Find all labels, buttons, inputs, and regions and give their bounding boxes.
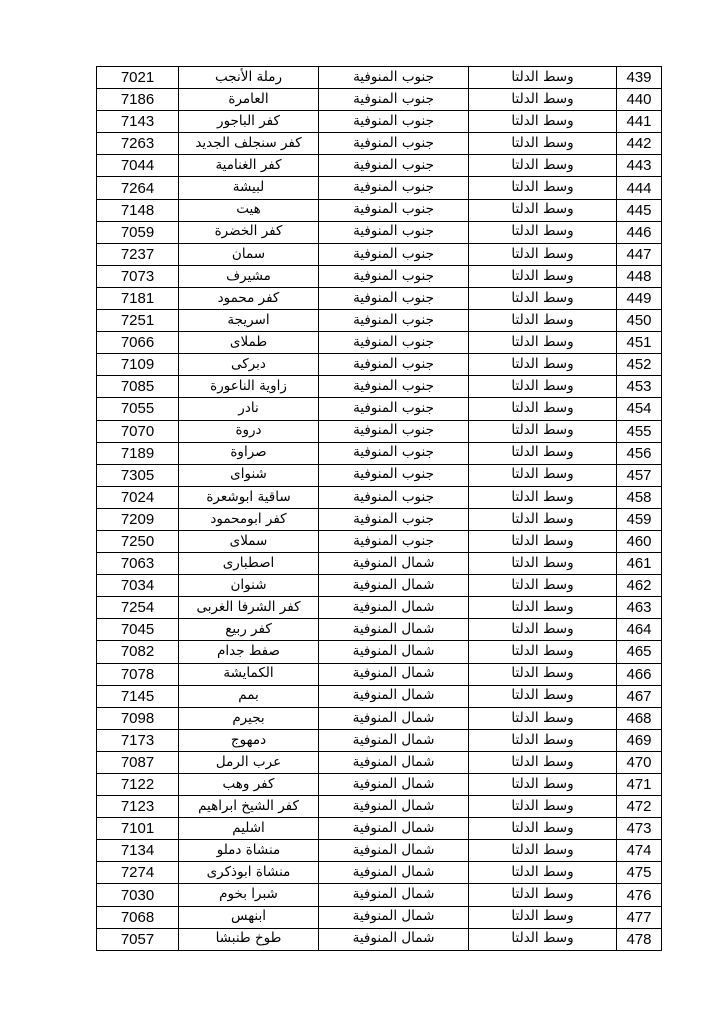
table-row bbox=[97, 928, 662, 950]
table-row bbox=[97, 641, 662, 663]
cell-center: جنوب المنوفية bbox=[319, 287, 469, 309]
cell-village: طوخ طنبشا bbox=[179, 928, 319, 950]
cell-village: اسريجة bbox=[179, 310, 319, 332]
table-row bbox=[97, 751, 662, 773]
cell-village: ساقية ابوشعرة bbox=[179, 486, 319, 508]
cell-index: 440 bbox=[617, 89, 662, 111]
cell-center: جنوب المنوفية bbox=[319, 530, 469, 552]
cell-village: ابنهس bbox=[179, 906, 319, 928]
cell-village: لبيشة bbox=[179, 177, 319, 199]
table-row bbox=[97, 508, 662, 530]
cell-center: شمال المنوفية bbox=[319, 597, 469, 619]
cell-code: 7264 bbox=[97, 177, 179, 199]
cell-region: وسط الدلتا bbox=[469, 265, 617, 287]
table-row bbox=[97, 840, 662, 862]
cell-center: جنوب المنوفية bbox=[319, 354, 469, 376]
cell-index: 470 bbox=[617, 751, 662, 773]
cell-index: 453 bbox=[617, 376, 662, 398]
cell-code: 7109 bbox=[97, 354, 179, 376]
cell-village: الكمايشة bbox=[179, 663, 319, 685]
table-row bbox=[97, 398, 662, 420]
cell-center: جنوب المنوفية bbox=[319, 376, 469, 398]
cell-code: 7173 bbox=[97, 729, 179, 751]
cell-village: كفر محمود bbox=[179, 287, 319, 309]
cell-village: سمان bbox=[179, 243, 319, 265]
cell-village: مشيرف bbox=[179, 265, 319, 287]
cell-village: كفر الباجور bbox=[179, 111, 319, 133]
cell-village: صفط جدام bbox=[179, 641, 319, 663]
cell-village: شنوان bbox=[179, 575, 319, 597]
cell-village: كفر وهب bbox=[179, 774, 319, 796]
table-row bbox=[97, 707, 662, 729]
cell-village: هيت bbox=[179, 199, 319, 221]
table-row bbox=[97, 199, 662, 221]
table-row bbox=[97, 442, 662, 464]
cell-code: 7145 bbox=[97, 685, 179, 707]
cell-index: 475 bbox=[617, 862, 662, 884]
cell-village: اشليم bbox=[179, 818, 319, 840]
cell-village: كفر الخضرة bbox=[179, 221, 319, 243]
table-row bbox=[97, 862, 662, 884]
cell-index: 471 bbox=[617, 774, 662, 796]
table-row bbox=[97, 287, 662, 309]
cell-code: 7123 bbox=[97, 796, 179, 818]
cell-region: وسط الدلتا bbox=[469, 884, 617, 906]
cell-region: وسط الدلتا bbox=[469, 840, 617, 862]
cell-index: 454 bbox=[617, 398, 662, 420]
cell-center: شمال المنوفية bbox=[319, 663, 469, 685]
table-row bbox=[97, 729, 662, 751]
table-row bbox=[97, 553, 662, 575]
table-row bbox=[97, 774, 662, 796]
cell-code: 7082 bbox=[97, 641, 179, 663]
cell-index: 443 bbox=[617, 155, 662, 177]
cell-code: 7274 bbox=[97, 862, 179, 884]
cell-region: وسط الدلتا bbox=[469, 707, 617, 729]
cell-region: وسط الدلتا bbox=[469, 310, 617, 332]
cell-index: 457 bbox=[617, 464, 662, 486]
table-row bbox=[97, 376, 662, 398]
cell-code: 7044 bbox=[97, 155, 179, 177]
cell-index: 445 bbox=[617, 199, 662, 221]
cell-center: شمال المنوفية bbox=[319, 619, 469, 641]
cell-village: كفر الغنامية bbox=[179, 155, 319, 177]
cell-village: دمهوج bbox=[179, 729, 319, 751]
cell-region: وسط الدلتا bbox=[469, 442, 617, 464]
cell-region: وسط الدلتا bbox=[469, 818, 617, 840]
cell-center: شمال المنوفية bbox=[319, 862, 469, 884]
cell-region: وسط الدلتا bbox=[469, 67, 617, 89]
cell-code: 7101 bbox=[97, 818, 179, 840]
cell-code: 7189 bbox=[97, 442, 179, 464]
cell-index: 450 bbox=[617, 310, 662, 332]
cell-village: كفر الشرفا الغربى bbox=[179, 597, 319, 619]
table-row bbox=[97, 597, 662, 619]
cell-center: جنوب المنوفية bbox=[319, 155, 469, 177]
cell-code: 7059 bbox=[97, 221, 179, 243]
cell-center: شمال المنوفية bbox=[319, 707, 469, 729]
cell-village: كفر الشيخ ابراهيم bbox=[179, 796, 319, 818]
table-row bbox=[97, 265, 662, 287]
cell-code: 7148 bbox=[97, 199, 179, 221]
cell-center: جنوب المنوفية bbox=[319, 265, 469, 287]
cell-center: جنوب المنوفية bbox=[319, 67, 469, 89]
table-row bbox=[97, 663, 662, 685]
table-row bbox=[97, 420, 662, 442]
cell-code: 7024 bbox=[97, 486, 179, 508]
cell-code: 7034 bbox=[97, 575, 179, 597]
cell-center: جنوب المنوفية bbox=[319, 133, 469, 155]
cell-code: 7085 bbox=[97, 376, 179, 398]
cell-region: وسط الدلتا bbox=[469, 398, 617, 420]
table-row bbox=[97, 133, 662, 155]
cell-village: كفر ربيع bbox=[179, 619, 319, 641]
table-row bbox=[97, 243, 662, 265]
table-row bbox=[97, 906, 662, 928]
cell-code: 7021 bbox=[97, 67, 179, 89]
table-row bbox=[97, 685, 662, 707]
cell-index: 463 bbox=[617, 597, 662, 619]
cell-center: شمال المنوفية bbox=[319, 818, 469, 840]
cell-region: وسط الدلتا bbox=[469, 243, 617, 265]
cell-region: وسط الدلتا bbox=[469, 663, 617, 685]
table-row bbox=[97, 310, 662, 332]
cell-center: جنوب المنوفية bbox=[319, 177, 469, 199]
cell-center: جنوب المنوفية bbox=[319, 221, 469, 243]
cell-index: 461 bbox=[617, 553, 662, 575]
cell-region: وسط الدلتا bbox=[469, 287, 617, 309]
table-row bbox=[97, 354, 662, 376]
cell-center: شمال المنوفية bbox=[319, 751, 469, 773]
cell-center: جنوب المنوفية bbox=[319, 332, 469, 354]
cell-center: شمال المنوفية bbox=[319, 685, 469, 707]
cell-code: 7181 bbox=[97, 287, 179, 309]
cell-center: جنوب المنوفية bbox=[319, 111, 469, 133]
cell-village: زاوية الناعورة bbox=[179, 376, 319, 398]
table-row bbox=[97, 575, 662, 597]
cell-center: جنوب المنوفية bbox=[319, 310, 469, 332]
cell-index: 441 bbox=[617, 111, 662, 133]
cell-center: جنوب المنوفية bbox=[319, 442, 469, 464]
cell-region: وسط الدلتا bbox=[469, 111, 617, 133]
cell-village: رملة الأنجب bbox=[179, 67, 319, 89]
cell-village: عرب الرمل bbox=[179, 751, 319, 773]
cell-village: بمم bbox=[179, 685, 319, 707]
cell-code: 7066 bbox=[97, 332, 179, 354]
cell-code: 7073 bbox=[97, 265, 179, 287]
table-row bbox=[97, 530, 662, 552]
cell-region: وسط الدلتا bbox=[469, 332, 617, 354]
cell-index: 467 bbox=[617, 685, 662, 707]
cell-center: جنوب المنوفية bbox=[319, 199, 469, 221]
cell-code: 7063 bbox=[97, 553, 179, 575]
cell-index: 477 bbox=[617, 906, 662, 928]
cell-center: شمال المنوفية bbox=[319, 774, 469, 796]
cell-village: نادر bbox=[179, 398, 319, 420]
cell-village: بجيرم bbox=[179, 707, 319, 729]
villages-table bbox=[96, 66, 662, 951]
cell-village: كفر ابومحمود bbox=[179, 508, 319, 530]
table-row bbox=[97, 619, 662, 641]
cell-index: 444 bbox=[617, 177, 662, 199]
cell-index: 464 bbox=[617, 619, 662, 641]
villages-table-body bbox=[97, 67, 662, 951]
cell-village: منشاة ابوذكرى bbox=[179, 862, 319, 884]
cell-code: 7030 bbox=[97, 884, 179, 906]
cell-center: جنوب المنوفية bbox=[319, 508, 469, 530]
cell-index: 456 bbox=[617, 442, 662, 464]
cell-code: 7045 bbox=[97, 619, 179, 641]
cell-region: وسط الدلتا bbox=[469, 155, 617, 177]
cell-code: 7087 bbox=[97, 751, 179, 773]
cell-center: شمال المنوفية bbox=[319, 553, 469, 575]
table-row bbox=[97, 177, 662, 199]
cell-region: وسط الدلتا bbox=[469, 177, 617, 199]
cell-region: وسط الدلتا bbox=[469, 486, 617, 508]
cell-code: 7305 bbox=[97, 464, 179, 486]
cell-index: 469 bbox=[617, 729, 662, 751]
cell-region: وسط الدلتا bbox=[469, 641, 617, 663]
cell-region: وسط الدلتا bbox=[469, 906, 617, 928]
cell-code: 7143 bbox=[97, 111, 179, 133]
cell-village: اصطبارى bbox=[179, 553, 319, 575]
cell-region: وسط الدلتا bbox=[469, 862, 617, 884]
cell-center: جنوب المنوفية bbox=[319, 486, 469, 508]
cell-index: 451 bbox=[617, 332, 662, 354]
cell-index: 458 bbox=[617, 486, 662, 508]
cell-index: 447 bbox=[617, 243, 662, 265]
cell-center: جنوب المنوفية bbox=[319, 89, 469, 111]
cell-code: 7254 bbox=[97, 597, 179, 619]
cell-code: 7237 bbox=[97, 243, 179, 265]
table-row bbox=[97, 796, 662, 818]
cell-center: شمال المنوفية bbox=[319, 575, 469, 597]
cell-code: 7186 bbox=[97, 89, 179, 111]
cell-region: وسط الدلتا bbox=[469, 530, 617, 552]
cell-village: منشاة دملو bbox=[179, 840, 319, 862]
cell-code: 7250 bbox=[97, 530, 179, 552]
cell-code: 7055 bbox=[97, 398, 179, 420]
cell-index: 460 bbox=[617, 530, 662, 552]
cell-region: وسط الدلتا bbox=[469, 575, 617, 597]
cell-village: دروة bbox=[179, 420, 319, 442]
table-row bbox=[97, 67, 662, 89]
cell-code: 7263 bbox=[97, 133, 179, 155]
cell-village: العامرة bbox=[179, 89, 319, 111]
cell-center: جنوب المنوفية bbox=[319, 243, 469, 265]
cell-region: وسط الدلتا bbox=[469, 553, 617, 575]
cell-center: شمال المنوفية bbox=[319, 906, 469, 928]
cell-village: شنواى bbox=[179, 464, 319, 486]
cell-village: سملاى bbox=[179, 530, 319, 552]
table-row bbox=[97, 89, 662, 111]
cell-region: وسط الدلتا bbox=[469, 376, 617, 398]
table-row bbox=[97, 486, 662, 508]
cell-center: جنوب المنوفية bbox=[319, 420, 469, 442]
cell-region: وسط الدلتا bbox=[469, 774, 617, 796]
cell-index: 442 bbox=[617, 133, 662, 155]
cell-index: 452 bbox=[617, 354, 662, 376]
cell-region: وسط الدلتا bbox=[469, 420, 617, 442]
cell-village: طملاى bbox=[179, 332, 319, 354]
cell-region: وسط الدلتا bbox=[469, 751, 617, 773]
table-row bbox=[97, 221, 662, 243]
cell-village: كفر سنجلف الجديد bbox=[179, 133, 319, 155]
cell-region: وسط الدلتا bbox=[469, 464, 617, 486]
cell-region: وسط الدلتا bbox=[469, 928, 617, 950]
table-row bbox=[97, 818, 662, 840]
cell-index: 478 bbox=[617, 928, 662, 950]
cell-center: شمال المنوفية bbox=[319, 796, 469, 818]
cell-index: 455 bbox=[617, 420, 662, 442]
table-row bbox=[97, 464, 662, 486]
cell-code: 7122 bbox=[97, 774, 179, 796]
cell-index: 473 bbox=[617, 818, 662, 840]
cell-index: 476 bbox=[617, 884, 662, 906]
cell-region: وسط الدلتا bbox=[469, 89, 617, 111]
cell-index: 466 bbox=[617, 663, 662, 685]
cell-region: وسط الدلتا bbox=[469, 354, 617, 376]
cell-code: 7251 bbox=[97, 310, 179, 332]
cell-index: 462 bbox=[617, 575, 662, 597]
cell-region: وسط الدلتا bbox=[469, 221, 617, 243]
cell-center: جنوب المنوفية bbox=[319, 464, 469, 486]
cell-index: 474 bbox=[617, 840, 662, 862]
cell-code: 7078 bbox=[97, 663, 179, 685]
cell-region: وسط الدلتا bbox=[469, 729, 617, 751]
cell-index: 448 bbox=[617, 265, 662, 287]
cell-code: 7057 bbox=[97, 928, 179, 950]
cell-code: 7134 bbox=[97, 840, 179, 862]
cell-index: 449 bbox=[617, 287, 662, 309]
cell-center: شمال المنوفية bbox=[319, 840, 469, 862]
cell-village: صراوة bbox=[179, 442, 319, 464]
cell-region: وسط الدلتا bbox=[469, 597, 617, 619]
cell-village: شبرا بخوم bbox=[179, 884, 319, 906]
cell-code: 7070 bbox=[97, 420, 179, 442]
cell-index: 446 bbox=[617, 221, 662, 243]
table-row bbox=[97, 155, 662, 177]
cell-index: 459 bbox=[617, 508, 662, 530]
table-row bbox=[97, 332, 662, 354]
cell-region: وسط الدلتا bbox=[469, 508, 617, 530]
cell-code: 7068 bbox=[97, 906, 179, 928]
table-row bbox=[97, 884, 662, 906]
cell-code: 7209 bbox=[97, 508, 179, 530]
cell-region: وسط الدلتا bbox=[469, 199, 617, 221]
cell-code: 7098 bbox=[97, 707, 179, 729]
cell-index: 465 bbox=[617, 641, 662, 663]
cell-center: شمال المنوفية bbox=[319, 928, 469, 950]
cell-center: جنوب المنوفية bbox=[319, 398, 469, 420]
cell-index: 468 bbox=[617, 707, 662, 729]
cell-region: وسط الدلتا bbox=[469, 796, 617, 818]
cell-index: 472 bbox=[617, 796, 662, 818]
cell-village: دبركى bbox=[179, 354, 319, 376]
table-row bbox=[97, 111, 662, 133]
cell-center: شمال المنوفية bbox=[319, 884, 469, 906]
cell-region: وسط الدلتا bbox=[469, 619, 617, 641]
cell-region: وسط الدلتا bbox=[469, 133, 617, 155]
cell-index: 439 bbox=[617, 67, 662, 89]
cell-center: شمال المنوفية bbox=[319, 641, 469, 663]
cell-region: وسط الدلتا bbox=[469, 685, 617, 707]
cell-center: شمال المنوفية bbox=[319, 729, 469, 751]
